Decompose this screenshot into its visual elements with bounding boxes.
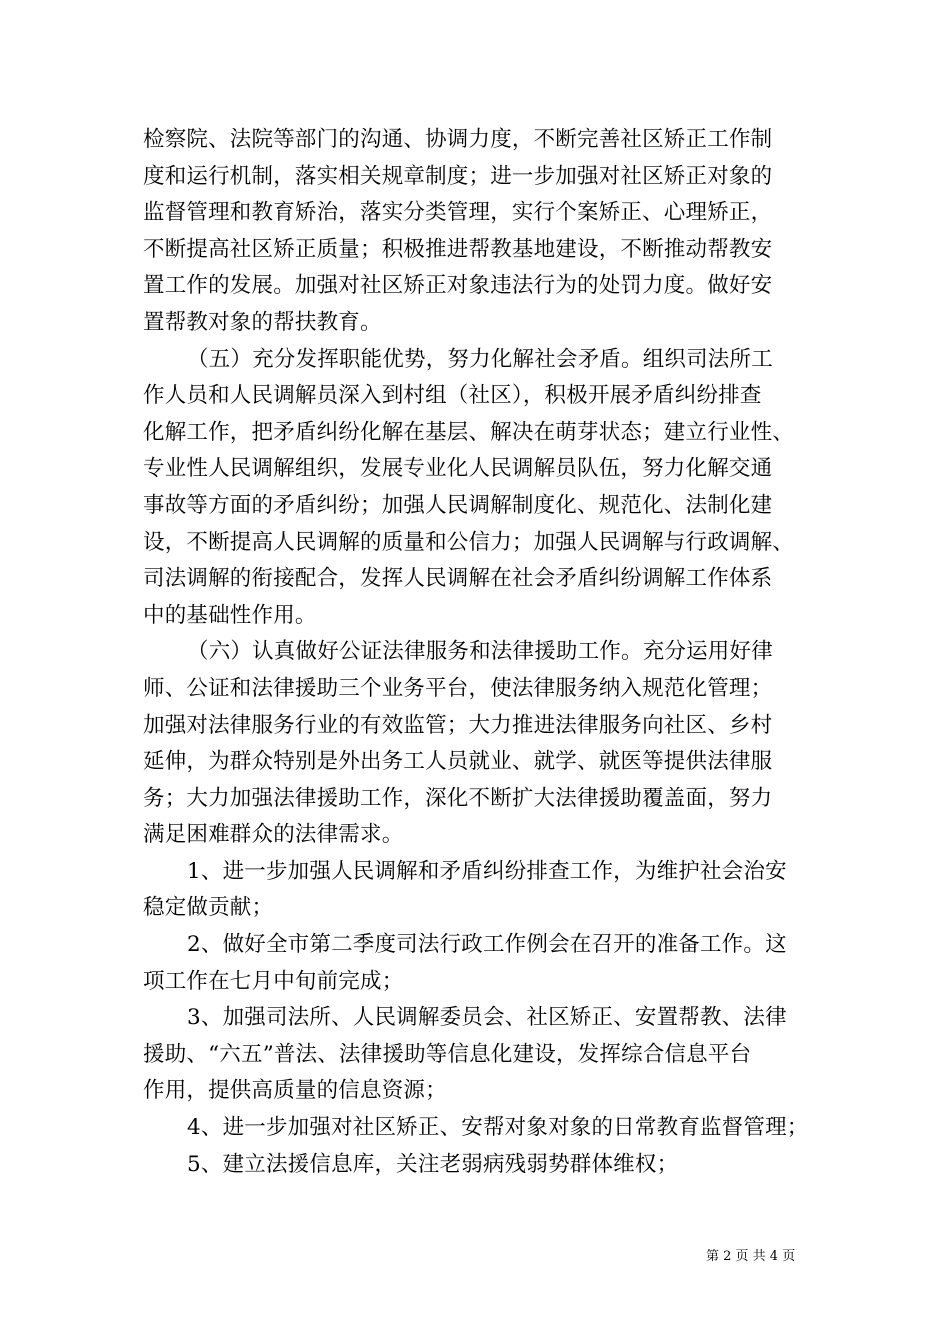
- text-line: 作人员和人民调解员深入到村组（社区），积极开展矛盾纠纷排查: [143, 383, 762, 409]
- text-line: 置工作的发展。加强对社区矫正对象违法行为的处罚力度。做好安: [143, 273, 773, 299]
- text-line: 检察院、法院等部门的沟通、协调力度，不断完善社区矫正工作制: [143, 127, 773, 152]
- text-line: 加强对法律服务行业的有效监管；大力推进法律服务向社区、乡村: [143, 712, 773, 738]
- section-heading-line: （五）充分发挥职能优势，努力化解社会矛盾。组织司法所工: [187, 346, 773, 372]
- text-line: 满足困难群众的法律需求。: [143, 822, 404, 848]
- text-line: 中的基础性作用。: [143, 602, 317, 628]
- list-item-line: 1、进一步加强人民调解和矛盾纠纷排查工作，为维护社会治安: [187, 858, 787, 884]
- list-item-line: 3、加强司法所、人民调解委员会、社区矫正、安置帮教、法律: [187, 1005, 787, 1031]
- text-line: 度和运行机制，落实相关规章制度；进一步加强对社区矫正对象的: [143, 163, 773, 189]
- text-line: 作用，提供高质量的信息资源；: [143, 1078, 447, 1104]
- text-line: 项工作在七月中旬前完成；: [143, 968, 404, 994]
- text-line: 师、公证和法律援助三个业务平台，使法律服务纳入规范化管理；: [143, 675, 773, 701]
- document-body: [143, 122, 813, 1183]
- text-line: 化解工作，把矛盾纠纷化解在基层、解决在萌芽状态；建立行业性、: [143, 419, 795, 445]
- text-line: 稳定做贡献；: [143, 895, 274, 921]
- text-line: 设，不断提高人民调解的质量和公信力；加强人民调解与行政调解、: [143, 529, 795, 555]
- text-line: 务；大力加强法律援助工作，深化不断扩大法律援助覆盖面，努力: [143, 785, 773, 811]
- text-line: 不断提高社区矫正质量；积极推进帮教基地建设，不断推动帮教安: [143, 236, 773, 262]
- section-heading-line: （六）认真做好公证法律服务和法律援助工作。充分运用好律: [187, 639, 773, 665]
- text-line: 置帮教对象的帮扶教育。: [143, 309, 382, 335]
- text-line: 事故等方面的矛盾纠纷；加强人民调解制度化、规范化、法制化建: [143, 492, 773, 518]
- list-item-line: 5、建立法援信息库，关注老弱病残弱势群体维权；: [187, 1151, 679, 1177]
- text-line: 司法调解的衔接配合，发挥人民调解在社会矛盾纠纷调解工作体系: [143, 566, 773, 592]
- text-line: 监督管理和教育矫治，落实分类管理，实行个案矫正、心理矫正，: [143, 200, 773, 226]
- text-line: 援助、“六五”普法、法律援助等信息化建设，发挥综合信息平台: [143, 1041, 752, 1067]
- list-item-line: 4、进一步加强对社区矫正、安帮对象对象的日常教育监督管理；: [187, 1115, 809, 1141]
- text-line: 延伸，为群众特别是外出务工人员就业、就学、就医等提供法律服: [143, 749, 773, 775]
- page-number-footer: 第 2 页 共 4 页: [706, 1249, 796, 1264]
- text-line: 专业性人民调解组织，发展专业化人民调解员队伍，努力化解交通: [143, 456, 773, 482]
- list-item-line: 2、做好全市第二季度司法行政工作例会在召开的准备工作。这: [187, 932, 787, 958]
